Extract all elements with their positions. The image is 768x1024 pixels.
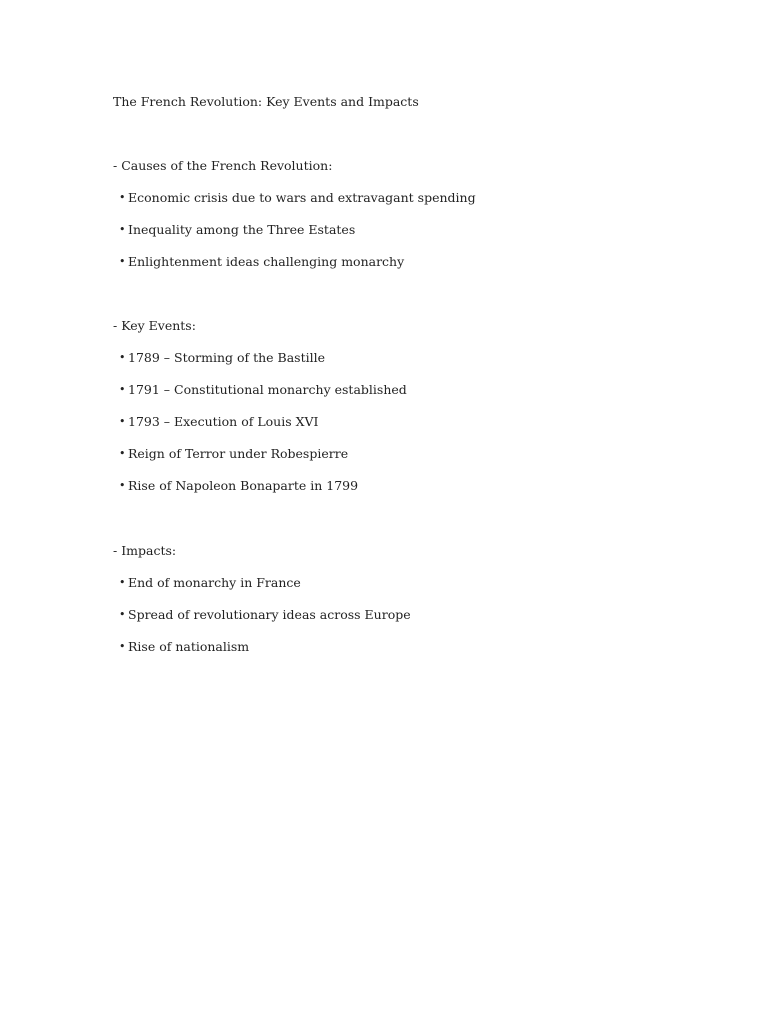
- bullet-icon: •: [119, 608, 126, 621]
- list-item-text: Economic crisis due to wars and extravagant spending: [128, 190, 476, 205]
- list-item-text: Spread of revolutionary ideas across Europe: [128, 607, 411, 622]
- section-heading-causes: - Causes of the French Revolution:: [113, 158, 333, 173]
- list-item: [119, 639, 249, 655]
- bullet-icon: •: [119, 640, 126, 653]
- bullet-icon: •: [119, 351, 126, 364]
- list-item-text: Reign of Terror under Robespierre: [128, 446, 349, 461]
- list-item-text: Rise of nationalism: [128, 639, 250, 654]
- list-item-text: 1791 – Constitutional monarchy established: [128, 382, 407, 397]
- list-item-text: End of monarchy in France: [128, 575, 301, 590]
- list-item: [119, 350, 325, 366]
- list-item: [119, 478, 358, 494]
- bullet-icon: •: [119, 447, 126, 460]
- list-item: [119, 446, 348, 462]
- list-item: [119, 382, 407, 398]
- bullet-icon: •: [119, 255, 126, 268]
- list-item: [119, 254, 404, 270]
- bullet-icon: •: [119, 191, 126, 204]
- list-item: [119, 575, 301, 591]
- list-item-text: 1793 – Execution of Louis XVI: [128, 414, 319, 429]
- list-item: [119, 414, 318, 430]
- list-item-text: Inequality among the Three Estates: [128, 222, 356, 237]
- bullet-icon: •: [119, 383, 126, 396]
- list-item: [119, 190, 476, 206]
- bullet-icon: •: [119, 576, 126, 589]
- section-heading-key-events: - Key Events:: [113, 318, 196, 333]
- list-item: [119, 607, 411, 623]
- section-heading-impacts: - Impacts:: [113, 543, 177, 558]
- bullet-icon: •: [119, 479, 126, 492]
- list-item-text: Rise of Napoleon Bonaparte in 1799: [128, 478, 359, 493]
- list-item: [119, 222, 355, 238]
- bullet-icon: •: [119, 223, 126, 236]
- list-item-text: 1789 – Storming of the Bastille: [128, 350, 326, 365]
- document-title: The French Revolution: Key Events and Impacts: [113, 94, 419, 109]
- bullet-icon: •: [119, 415, 126, 428]
- list-item-text: Enlightenment ideas challenging monarchy: [128, 254, 405, 269]
